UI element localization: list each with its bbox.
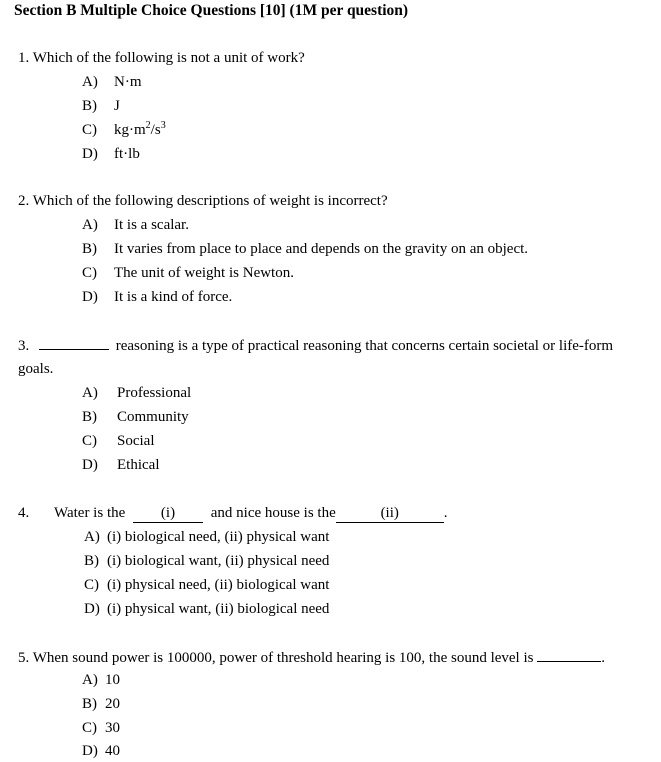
question-text: When sound power is 100000, power of threshold hearing is 100, the sound level is [32,650,534,666]
option-label: A) [84,529,100,545]
option-text: Ethical [117,457,160,473]
q1-option-b[interactable] [82,96,120,116]
q5-option-b[interactable] [82,694,120,714]
option-text: ft·lb [114,146,140,162]
question-2 [18,191,388,211]
option-label: A) [82,672,98,688]
option-label: B) [84,553,99,569]
option-label: C) [82,122,97,138]
option-text: J [114,98,120,114]
answer-blank[interactable] [39,335,109,350]
section-heading: Section B Multiple Choice Questions [10] (1M per question) [14,2,409,19]
option-text: 20 [105,696,120,712]
q2-option-c[interactable] [82,263,294,283]
option-text: It varies from place to place and depends on the gravity on an object. [114,241,529,257]
question-text: . [601,650,605,666]
option-text: 10 [105,672,120,688]
option-text: It is a scalar. [114,217,189,233]
q1-option-d[interactable] [82,144,140,164]
answer-blank-ii[interactable]: (ii) [336,505,444,523]
option-label: D) [84,601,100,617]
option-label: D) [82,743,98,759]
option-label: D) [82,146,98,162]
question-3-continuation [18,359,53,379]
option-label: C) [82,720,97,736]
option-text: (i) physical want, (ii) biological need [107,601,330,617]
question-text: . [443,505,448,521]
q3-option-c[interactable] [82,431,155,451]
option-label: C) [84,577,99,593]
option-text: It is a kind of force. [114,289,233,305]
option-label: C) [82,433,97,449]
option-text: Social [117,433,155,449]
q4-option-b[interactable] [84,551,329,571]
question-text: reasoning is a type of practical reasoning that concerns certain societal or life-form [115,338,614,354]
q1-option-a[interactable] [82,72,142,92]
question-4 [18,503,447,523]
question-number: 4. [18,505,30,521]
answer-blank-i[interactable]: (i) [133,505,203,523]
question-1 [18,48,305,68]
q2-option-b[interactable] [82,239,528,259]
question-number: 3. [18,338,30,354]
option-label: D) [82,289,98,305]
option-text: 40 [105,743,120,759]
question-5 [18,647,605,668]
question-text: Which of the following descriptions of weight is incorrect? [32,193,388,209]
q3-option-b[interactable] [82,407,189,427]
option-label: C) [82,265,97,281]
option-text: Community [117,409,189,425]
q2-option-d[interactable] [82,287,232,307]
option-text: $kg\cdot m^2/s^3$ [114,120,166,138]
q1-option-c[interactable] [82,120,166,140]
option-text: (i) biological need, (ii) physical want [107,529,330,545]
option-text: Professional [117,385,192,401]
option-label: A) [82,74,98,90]
option-label: A) [82,385,98,401]
q5-option-c[interactable] [82,718,120,738]
option-text: (i) physical need, (ii) biological want [107,577,330,593]
option-label: B) [82,409,97,425]
question-number: 1. [18,50,30,66]
option-label: B) [82,241,97,257]
option-text: The unit of weight is Newton. [114,265,294,281]
q3-option-a[interactable] [82,383,191,403]
q3-option-d[interactable] [82,455,159,475]
option-text: N·m [114,74,142,90]
q4-option-d[interactable] [84,599,329,619]
q5-option-d[interactable] [82,741,120,761]
question-number: 2. [18,193,30,209]
question-text: Water is the [54,505,126,521]
q5-option-a[interactable] [82,670,120,690]
option-text: (i) biological want, (ii) physical need [107,553,330,569]
question-text-cont: goals. [18,361,54,377]
question-number: 5. [18,650,30,666]
question-text: Which of the following is not a unit of work? [32,50,305,66]
q4-option-c[interactable] [84,575,329,595]
option-text: 30 [105,720,120,736]
question-text: and nice house is the [210,505,336,521]
option-label: B) [82,696,97,712]
option-label: B) [82,98,97,114]
q2-option-a[interactable] [82,215,189,235]
option-label: D) [82,457,98,473]
option-label: A) [82,217,98,233]
q4-option-a[interactable] [84,527,329,547]
question-3 [18,335,613,356]
answer-blank[interactable] [537,647,601,662]
